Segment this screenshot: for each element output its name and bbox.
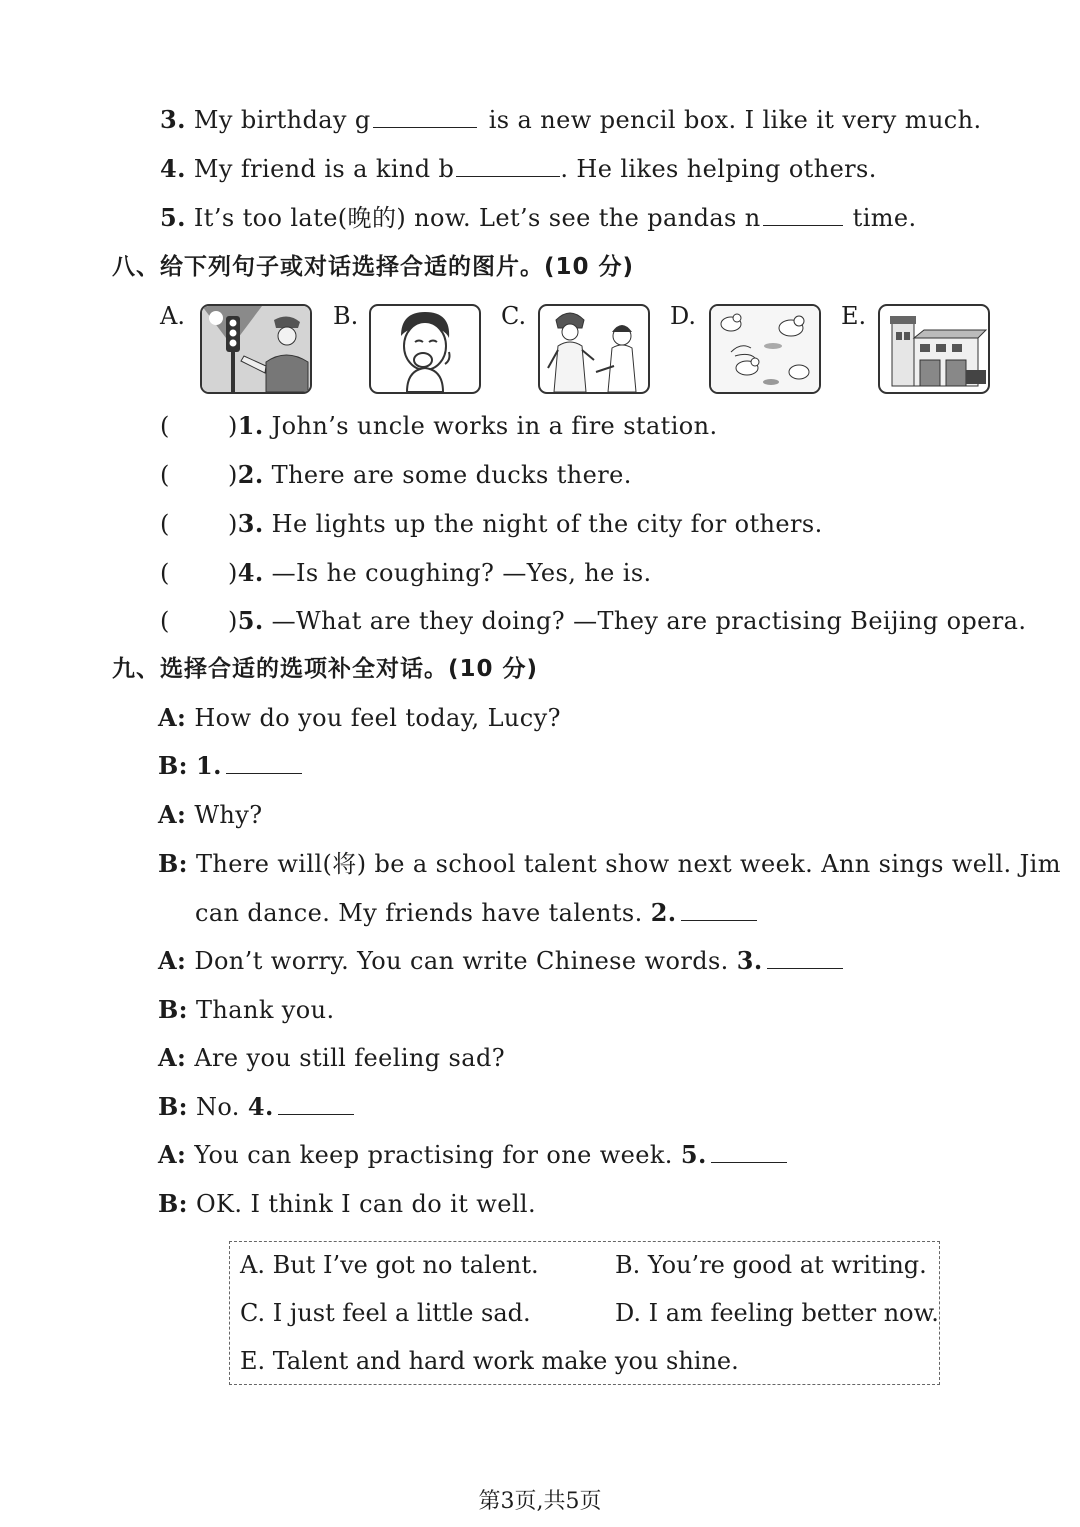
blank-number: 5. (680, 1140, 707, 1169)
item-text-after: . He likes helping others. (560, 155, 877, 183)
answer-blank[interactable] (226, 751, 302, 774)
dialog-text: Are you still feeling sad? (194, 1044, 506, 1072)
answer-blank[interactable] (373, 105, 477, 128)
speaker-label: A: (158, 946, 187, 975)
coughing-boy-icon (369, 304, 481, 394)
dialog-text: can dance. My friends have talents. (195, 899, 643, 927)
answer-blank[interactable] (456, 154, 560, 177)
dialog-text: Why? (194, 801, 263, 829)
speaker-label: B: (158, 1189, 188, 1218)
speaker-label: B: (158, 995, 188, 1024)
option-b: B. You’re good at writing. (615, 1251, 927, 1279)
s8-item-3 (160, 508, 823, 540)
ducks-pond-icon (709, 304, 821, 394)
item-text: John’s uncle works in a fire station. (271, 412, 718, 440)
dialog-line-3 (158, 799, 262, 831)
item-number: 4. (237, 558, 264, 587)
speaker-label: A: (158, 1043, 187, 1072)
dialog-line-6 (158, 994, 334, 1026)
speaker-label: B: (158, 751, 188, 780)
answer-paren[interactable] (160, 410, 228, 442)
answer-blank[interactable] (278, 1092, 354, 1115)
speaker-label: A: (158, 703, 187, 732)
item-text: —Is he coughing? —Yes, he is. (271, 559, 652, 587)
item-number: 3. (237, 509, 264, 538)
item-number: 4. (160, 154, 186, 183)
item-text-after: time. (852, 204, 917, 232)
item-number: 5. (160, 203, 186, 232)
blank-number: 4. (247, 1092, 274, 1121)
speaker-label: A: (158, 800, 187, 829)
section-8-heading: 八、给下列句子或对话选择合适的图片。(10 分) (112, 254, 635, 280)
picture-label-a: A. (160, 302, 185, 330)
answer-blank[interactable] (767, 946, 843, 969)
paren-close: ) (228, 510, 238, 538)
fire-station-icon (878, 304, 990, 394)
s8-item-4 (160, 557, 652, 589)
dialog-line-7 (158, 1042, 505, 1074)
picture-label-d: D. (670, 302, 697, 330)
options-box (229, 1241, 940, 1385)
traffic-police-icon (200, 304, 312, 394)
dialog-line-1 (158, 702, 561, 734)
speaker-label: B: (158, 849, 188, 878)
dialog-line-5 (158, 945, 847, 977)
blank-number: 3. (736, 946, 763, 975)
option-a: A. But I’ve got no talent. (240, 1251, 539, 1279)
item-number: 3. (160, 105, 186, 134)
paren-open: ( (160, 412, 170, 440)
item-number: 1. (237, 411, 264, 440)
answer-paren[interactable] (160, 557, 228, 589)
picture-label-e: E. (841, 302, 867, 330)
paren-close: ) (228, 559, 238, 587)
dialog-text: Don’t worry. You can write Chinese words. (194, 947, 729, 975)
item-text: There are some ducks there. (271, 461, 632, 489)
paren-close: ) (228, 461, 238, 489)
blank-number: 2. (650, 898, 677, 927)
answer-paren[interactable] (160, 508, 228, 540)
answer-blank[interactable] (711, 1140, 787, 1163)
item-number: 5. (237, 606, 264, 635)
dialog-line-9 (158, 1139, 791, 1171)
s7-item-3 (160, 104, 982, 136)
dialog-line-10 (158, 1188, 536, 1220)
dialog-text: No. (195, 1093, 240, 1121)
page-footer: 第3页,共5页 (478, 1489, 602, 1514)
item-text-before: My birthday g (193, 106, 371, 134)
item-text-before: My friend is a kind b (193, 155, 455, 183)
answer-paren[interactable] (160, 605, 228, 637)
dialog-text: How do you feel today, Lucy? (194, 704, 561, 732)
item-text-after: is a new pencil box. I like it very much. (488, 106, 982, 134)
paren-close: ) (228, 412, 238, 440)
paren-close: ) (228, 607, 238, 635)
beijing-opera-icon (538, 304, 650, 394)
blank-number: 1. (195, 751, 222, 780)
dialog-line-4-cont (195, 897, 761, 929)
paren-open: ( (160, 607, 170, 635)
dialog-text: There will(将) be a school talent show next week. Ann sings well. Jim (195, 850, 1061, 878)
item-number: 2. (237, 460, 264, 489)
option-d: D. I am feeling better now. (615, 1299, 939, 1327)
answer-blank[interactable] (763, 203, 843, 226)
s7-item-5 (160, 202, 917, 234)
dialog-text: OK. I think I can do it well. (195, 1190, 537, 1218)
speaker-label: B: (158, 1092, 188, 1121)
dialog-line-4 (158, 848, 1061, 880)
dialog-line-2 (158, 750, 306, 782)
s8-item-5 (160, 605, 1026, 637)
paren-open: ( (160, 510, 170, 538)
picture-label-b: B. (333, 302, 359, 330)
option-c: C. I just feel a little sad. (240, 1299, 531, 1327)
s7-item-4 (160, 153, 877, 185)
dialog-text: Thank you. (195, 996, 335, 1024)
item-text: He lights up the night of the city for others. (271, 510, 823, 538)
option-e: E. Talent and hard work make you shine. (240, 1347, 739, 1375)
picture-label-c: C. (501, 302, 527, 330)
dialog-text: You can keep practising for one week. (194, 1141, 673, 1169)
s8-item-2 (160, 459, 632, 491)
paren-open: ( (160, 559, 170, 587)
paren-open: ( (160, 461, 170, 489)
dialog-line-8 (158, 1091, 358, 1123)
item-text-before: It’s too late(晚的) now. Let’s see the pandas n (193, 204, 761, 232)
speaker-label: A: (158, 1140, 187, 1169)
section-9-heading: 九、选择合适的选项补全对话。(10 分) (112, 656, 539, 682)
s8-item-1 (160, 410, 718, 442)
answer-paren[interactable] (160, 459, 228, 491)
item-text: —What are they doing? —They are practising Beijing opera. (271, 607, 1027, 635)
answer-blank[interactable] (681, 898, 757, 921)
